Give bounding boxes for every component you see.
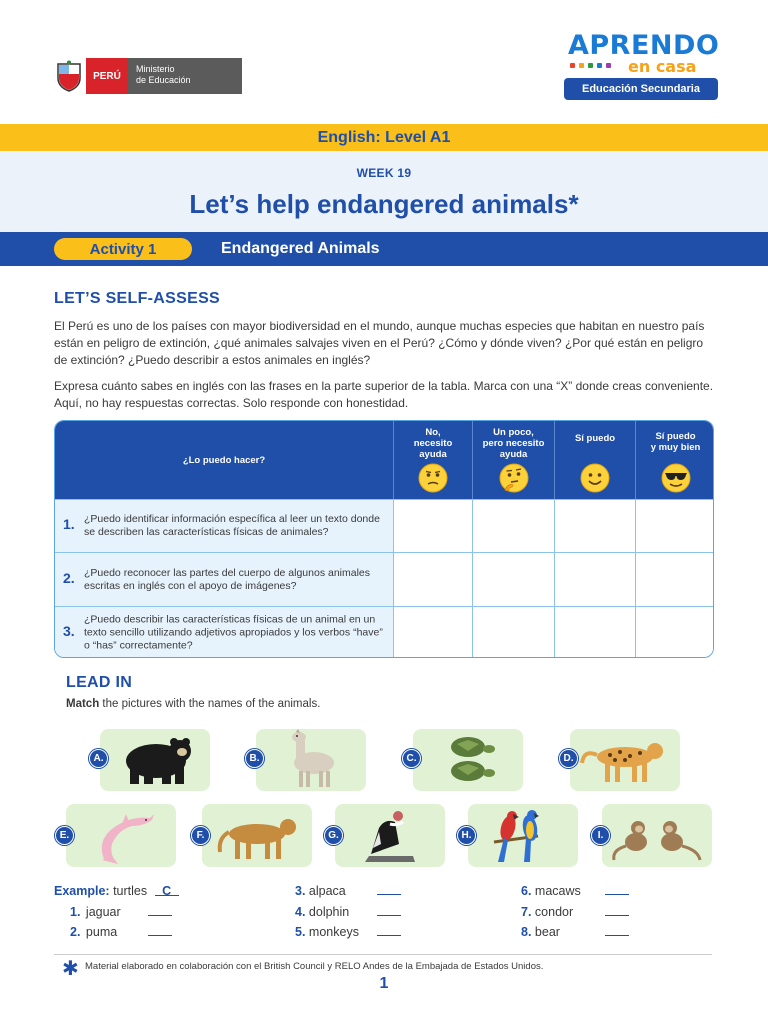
row-number: 2. [63, 569, 75, 586]
answer-word: dolphin [308, 905, 350, 919]
column-label-line: pero necesito [482, 438, 545, 449]
card-letter-badge: B. [245, 749, 264, 768]
row-number: 1. [63, 516, 75, 532]
smiling-face-icon [580, 463, 610, 493]
answer-blank[interactable] [148, 906, 172, 916]
row-number: 3. [63, 623, 75, 639]
activity-name: Endangered Animals [221, 240, 380, 257]
confused-face-icon [418, 463, 448, 493]
title-band [0, 151, 768, 232]
answer-blank[interactable] [605, 906, 629, 916]
table-row [55, 552, 714, 606]
answer-cell-little-help[interactable] [472, 500, 554, 552]
page-number: 1 [379, 975, 389, 992]
footnote-text: Material elaborado en colaboración con el British Council y RELO Andes de la Embajada de Estados Unidos. [85, 961, 544, 972]
column-label-line: y muy bien [650, 442, 701, 453]
column-label [636, 431, 714, 453]
animal-card-e[interactable] [59, 804, 176, 867]
example-answer-blank: C [155, 886, 179, 896]
bear-icon [100, 729, 210, 791]
government-logo [52, 58, 242, 94]
row-question-text: ¿Puedo describir las características físicas de un animal en un texto sencillo utilizando adjetivos apropiados y los verbos “have” o “has” correctamente? [84, 613, 383, 652]
answer-item-3 [295, 884, 401, 898]
card-letter-badge: A. [89, 749, 108, 768]
page-header [0, 0, 768, 124]
turtles-icon [413, 729, 523, 791]
column-label-line: Sí puedo [655, 431, 696, 442]
answer-cell-can-do[interactable] [554, 553, 635, 606]
answer-number: 8. [521, 925, 532, 939]
column-header-little-help [472, 421, 554, 499]
answer-cell-can-do-well[interactable] [635, 607, 714, 658]
answer-number: 7. [521, 905, 532, 919]
answer-word: monkeys [308, 925, 359, 939]
answer-number: 1. [70, 905, 81, 919]
table-row [55, 499, 714, 552]
self-assessment-table [54, 420, 714, 658]
answer-item-6 [521, 884, 629, 898]
card-letter-badge: F. [191, 826, 210, 845]
answer-cell-no-help[interactable] [393, 500, 472, 552]
column-label-line: Sí puedo [574, 433, 616, 444]
level-band: English: Level A1 [0, 124, 768, 151]
instruction-rest: the pictures with the names of the animals. [99, 698, 321, 710]
column-label-line: ayuda [419, 449, 447, 460]
brand-subtitle: en casa [628, 57, 697, 76]
answer-number: 6. [521, 884, 532, 898]
sunglasses-face-icon [661, 463, 691, 493]
card-letter-badge: H. [457, 826, 476, 845]
answer-item-2 [70, 925, 172, 939]
monkeys-icon [602, 804, 712, 867]
dolphin-icon [66, 804, 176, 867]
self-assess-heading: LET’S SELF-ASSESS [54, 290, 221, 307]
brand-level-pill: Educación Secundaria [564, 78, 718, 100]
answer-cell-can-do-well[interactable] [635, 500, 714, 552]
answer-word: puma [85, 925, 118, 939]
condor-icon [335, 804, 445, 867]
answer-word: bear [534, 925, 560, 939]
card-letter-badge: D. [559, 749, 578, 768]
row-question-cell [55, 500, 393, 552]
answer-word: macaws [534, 884, 581, 898]
brand-title: APRENDO [568, 30, 720, 61]
gov-ministry-label [128, 58, 242, 94]
ministry-line-1: Ministerio [136, 64, 175, 74]
gov-peru-label: PERÚ [86, 58, 128, 94]
lead-in-instruction [66, 696, 730, 713]
thinking-face-icon [499, 463, 529, 493]
column-label [473, 427, 554, 460]
animal-card-g[interactable] [328, 804, 445, 867]
week-label: WEEK 19 [356, 166, 412, 180]
activity-pill: Activity 1 [54, 238, 192, 260]
answer-number: 3. [295, 884, 306, 898]
table-header-question: ¿Lo puedo hacer? [182, 454, 266, 466]
answer-blank[interactable] [148, 926, 172, 936]
column-label-line: necesito [413, 438, 453, 449]
table-header [55, 421, 714, 499]
answer-cell-no-help[interactable] [393, 607, 472, 658]
answer-cell-can-do[interactable] [554, 607, 635, 658]
answer-blank[interactable] [377, 885, 401, 895]
column-label-line: Un poco, [493, 427, 534, 438]
footnote-divider [54, 954, 712, 955]
animal-card-c[interactable] [406, 729, 523, 791]
row-question-text: ¿Puedo reconocer las partes del cuerpo de algunos animales escritas en inglés con el apoyo de imágenes? [84, 566, 371, 592]
animal-card-f[interactable] [196, 804, 312, 867]
aprendo-en-casa-logo [560, 30, 720, 102]
answer-item-7 [521, 905, 629, 919]
alpaca-icon [256, 729, 366, 791]
animal-card-h[interactable] [461, 804, 578, 867]
column-label [394, 427, 472, 460]
card-letter-badge: C. [402, 749, 421, 768]
animal-card-b[interactable] [249, 729, 366, 791]
page-title: Let’s help endangered animals* [189, 189, 579, 219]
answer-word: alpaca [308, 884, 346, 898]
example-answer [54, 884, 179, 898]
puma-icon [202, 804, 312, 867]
card-letter-badge: I. [591, 826, 610, 845]
row-question-cell [55, 553, 393, 606]
answer-number: 4. [295, 905, 306, 919]
answer-cell-no-help[interactable] [393, 553, 472, 606]
answer-number: 5. [295, 925, 306, 939]
row-question-text: ¿Puedo identificar información específica al leer un texto donde se describen las características físicas de animales? [84, 513, 380, 538]
column-header-can-do [554, 421, 635, 499]
example-word: turtles [113, 884, 148, 898]
animal-card-a[interactable] [93, 729, 210, 791]
example-label: Example: [54, 884, 110, 898]
column-label-line: ayuda [499, 449, 528, 460]
animal-card-i[interactable] [597, 804, 712, 867]
asterisk-icon: ✱ [62, 958, 79, 980]
instruction-bold: Match [66, 698, 100, 710]
answer-cell-little-help[interactable] [472, 607, 554, 658]
lead-in-heading: LEAD IN [66, 674, 133, 691]
answer-number: 2. [70, 925, 81, 939]
column-label-line: No, [425, 427, 441, 438]
card-letter-badge: G. [324, 826, 343, 845]
answer-blank[interactable] [377, 926, 401, 936]
self-assess-paragraph-2: Expresa cuánto sabes en inglés con las frases en la parte superior de la tabla. Marca con una “X” donde creas conveniente. Aquí, no hay respuestas correctas. Solo responde con honestidad. [54, 379, 714, 410]
answer-item-5 [295, 925, 401, 939]
row-question-cell [55, 607, 393, 658]
card-letter-badge: E. [55, 826, 74, 845]
peru-coat-of-arms-icon [52, 58, 86, 94]
answer-blank[interactable] [605, 885, 629, 895]
answer-cell-can-do[interactable] [554, 500, 635, 552]
ministry-line-2: de Educación [136, 75, 191, 85]
activity-band [0, 232, 768, 266]
answer-blank[interactable] [605, 926, 629, 936]
answer-word: condor [534, 905, 574, 919]
self-assess-paragraph-1: El Perú es uno de los países con mayor biodiversidad en el mundo, aunque muchas especies que habitan en nuestro país están en peligro de extinción, ¿qué animales salvajes viven en el Perú? ¿Cómo y dónde viven? ¿Por qué están en peligro de extinción? ¿Puedo describir a estos animales en inglés? [54, 319, 705, 367]
column-header-no-help [393, 421, 472, 499]
brand-dots [570, 63, 611, 68]
column-header-can-do-well [635, 421, 714, 499]
answer-blank[interactable] [377, 906, 401, 916]
table-row [55, 606, 714, 658]
answer-cell-can-do-well[interactable] [635, 553, 714, 606]
answer-cell-little-help[interactable] [472, 553, 554, 606]
jaguar-icon [570, 729, 680, 791]
column-label [555, 433, 635, 444]
macaws-icon [468, 804, 578, 867]
answer-item-1 [70, 905, 172, 919]
answer-item-4 [295, 905, 401, 919]
answer-word: jaguar [85, 905, 121, 919]
answer-item-8 [521, 925, 629, 939]
animal-card-d[interactable] [563, 729, 680, 791]
